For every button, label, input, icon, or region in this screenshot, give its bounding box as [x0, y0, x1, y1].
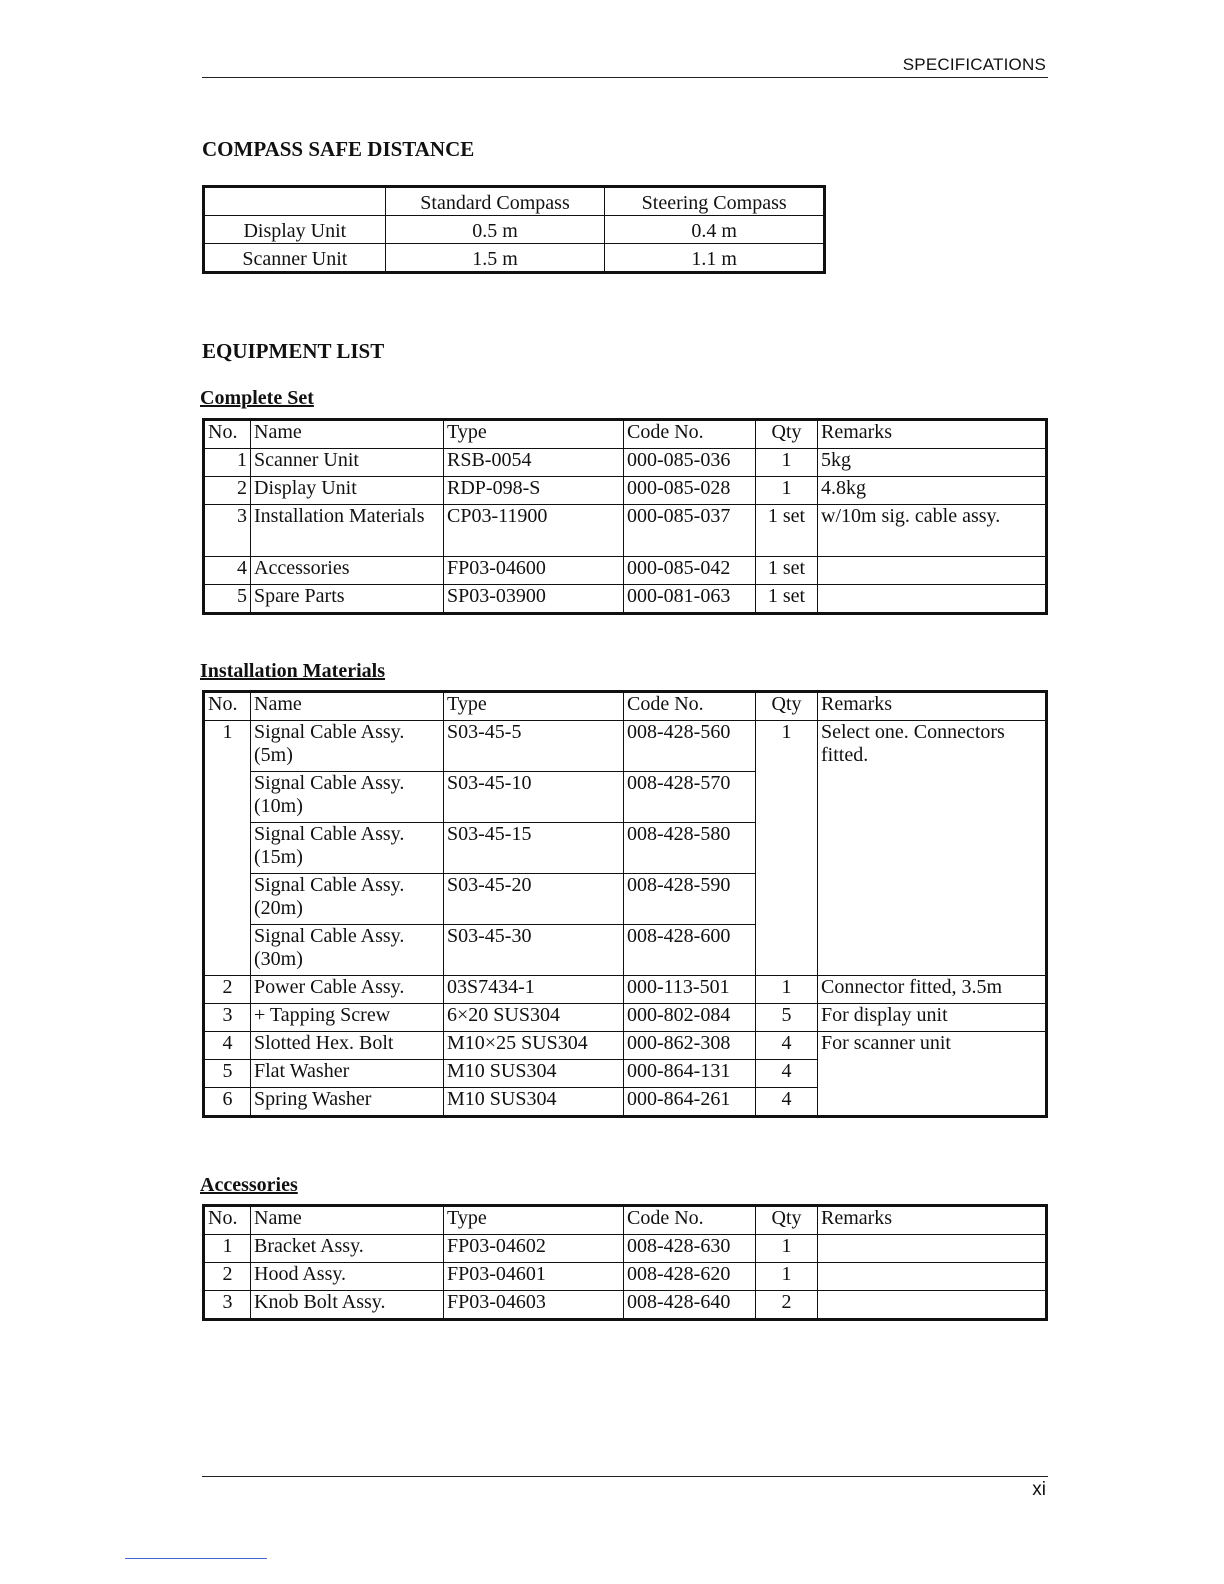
table-cell: S03-45-15 — [444, 823, 624, 874]
table-row — [204, 976, 1047, 1004]
header-cell: Qty — [756, 692, 818, 721]
table-cell: For display unit — [818, 1004, 1047, 1032]
installation-table — [202, 690, 1048, 1118]
table-cell: 1 — [756, 976, 818, 1004]
table-cell: 4 — [756, 1060, 818, 1088]
table-cell: Signal Cable Assy. (5m) — [251, 721, 444, 772]
table-cell: Installation Materials — [251, 505, 444, 557]
table-cell: 000-085-042 — [624, 557, 756, 585]
table-cell: S03-45-5 — [444, 721, 624, 772]
table-cell: 1 — [756, 1235, 818, 1263]
table-cell — [818, 585, 1047, 614]
header-cell: Name — [251, 420, 444, 449]
table-cell: FP03-04601 — [444, 1263, 624, 1291]
table-cell: 008-428-620 — [624, 1263, 756, 1291]
header-rule — [202, 77, 1048, 78]
header-cell: Remarks — [818, 1206, 1047, 1235]
table-cell: Bracket Assy. — [251, 1235, 444, 1263]
table-cell: w/10m sig. cable assy. — [818, 505, 1047, 557]
table-cell: 1 set — [756, 557, 818, 585]
table-header-row — [204, 187, 825, 216]
header-cell: Qty — [756, 420, 818, 449]
table-cell: 008-428-580 — [624, 823, 756, 874]
table-cell: 4 — [756, 1032, 818, 1060]
table-cell: Display Unit — [204, 216, 386, 244]
table-cell: M10×25 SUS304 — [444, 1032, 624, 1060]
table-cell: Flat Washer — [251, 1060, 444, 1088]
table-cell: Display Unit — [251, 477, 444, 505]
accessories-heading: Accessories — [200, 1174, 298, 1196]
table-cell: For scanner unit — [818, 1032, 1047, 1117]
table-cell — [818, 1235, 1047, 1263]
table-cell: 03S7434-1 — [444, 976, 624, 1004]
table-cell: Spring Washer — [251, 1088, 444, 1117]
table-cell: 008-428-590 — [624, 874, 756, 925]
table-cell: 5kg — [818, 449, 1047, 477]
table-cell: + Tapping Screw — [251, 1004, 444, 1032]
table-cell: Power Cable Assy. — [251, 976, 444, 1004]
table-cell: FP03-04603 — [444, 1291, 624, 1320]
table-cell: 1 set — [756, 505, 818, 557]
table-cell: RDP-098-S — [444, 477, 624, 505]
table-cell — [818, 557, 1047, 585]
table-cell: 000-085-037 — [624, 505, 756, 557]
table-cell: RSB-0054 — [444, 449, 624, 477]
table-cell: Slotted Hex. Bolt — [251, 1032, 444, 1060]
table-row — [204, 449, 1047, 477]
table-cell: FP03-04602 — [444, 1235, 624, 1263]
page-number: xi — [1032, 1479, 1046, 1500]
table-row — [204, 216, 825, 244]
table-header-row — [204, 692, 1047, 721]
table-row — [204, 557, 1047, 585]
table-cell: 5 — [756, 1004, 818, 1032]
table-header-row — [204, 420, 1047, 449]
header-cell: Name — [251, 1206, 444, 1235]
table-row — [204, 1004, 1047, 1032]
header-cell: No. — [204, 1206, 251, 1235]
table-cell: 008-428-560 — [624, 721, 756, 772]
table-cell: Signal Cable Assy. (20m) — [251, 874, 444, 925]
complete-set-heading: Complete Set — [200, 387, 314, 409]
table-cell: 2 — [204, 976, 251, 1004]
table-row — [204, 477, 1047, 505]
header-cell: No. — [204, 420, 251, 449]
accessories-table — [202, 1204, 1048, 1321]
table-header-row — [204, 1206, 1047, 1235]
table-cell: Scanner Unit — [204, 244, 386, 273]
table-cell: SP03-03900 — [444, 585, 624, 614]
table-cell: 3 — [204, 1004, 251, 1032]
table-cell: 1 — [204, 1235, 251, 1263]
header-cell: Type — [444, 420, 624, 449]
table-cell: 4 — [204, 557, 251, 585]
table-cell: CP03-11900 — [444, 505, 624, 557]
table-cell: 1.5 m — [385, 244, 605, 273]
table-cell: 1 set — [756, 585, 818, 614]
table-cell: S03-45-20 — [444, 874, 624, 925]
table-cell: 1 — [204, 449, 251, 477]
table-cell: 1 — [204, 721, 251, 976]
table-cell: 3 — [204, 1291, 251, 1320]
table-cell: M10 SUS304 — [444, 1060, 624, 1088]
table-cell: 000-864-131 — [624, 1060, 756, 1088]
table-cell: Signal Cable Assy. (15m) — [251, 823, 444, 874]
header-cell: Remarks — [818, 420, 1047, 449]
table-cell: 4.8kg — [818, 477, 1047, 505]
table-cell: Hood Assy. — [251, 1263, 444, 1291]
table-row — [204, 1032, 1047, 1060]
table-cell: 008-428-600 — [624, 925, 756, 976]
header-cell: Remarks — [818, 692, 1047, 721]
section-header: SPECIFICATIONS — [902, 55, 1046, 74]
table-cell: 008-428-640 — [624, 1291, 756, 1320]
table-cell: 4 — [756, 1088, 818, 1117]
table-cell: 000-802-084 — [624, 1004, 756, 1032]
header-cell: Code No. — [624, 1206, 756, 1235]
table-row — [204, 1291, 1047, 1320]
footer-link-line — [125, 1558, 267, 1559]
table-cell: 000-081-063 — [624, 585, 756, 614]
table-cell: 000-113-501 — [624, 976, 756, 1004]
compass-heading: COMPASS SAFE DISTANCE — [202, 137, 475, 161]
header-cell: No. — [204, 692, 251, 721]
header-cell: Standard Compass — [385, 187, 605, 216]
table-cell: Accessories — [251, 557, 444, 585]
header-cell: Code No. — [624, 420, 756, 449]
table-cell — [818, 1263, 1047, 1291]
table-cell: 4 — [204, 1032, 251, 1060]
header-cell: Code No. — [624, 692, 756, 721]
table-cell: 3 — [204, 505, 251, 557]
table-cell: Signal Cable Assy. (30m) — [251, 925, 444, 976]
table-row — [204, 244, 825, 273]
table-cell: 000-085-028 — [624, 477, 756, 505]
table-cell — [818, 1291, 1047, 1320]
table-row — [204, 721, 1047, 772]
table-cell: 6×20 SUS304 — [444, 1004, 624, 1032]
table-cell: 1 — [756, 477, 818, 505]
complete-set-table — [202, 418, 1048, 615]
table-cell: 000-864-261 — [624, 1088, 756, 1117]
compass-table — [202, 185, 826, 274]
header-cell: Type — [444, 1206, 624, 1235]
table-cell: 1 — [756, 449, 818, 477]
table-cell: Select one. Connectors fitted. — [818, 721, 1047, 976]
equipment-heading: EQUIPMENT LIST — [202, 339, 385, 363]
table-cell: 0.5 m — [385, 216, 605, 244]
table-cell: 000-862-308 — [624, 1032, 756, 1060]
table-cell: 6 — [204, 1088, 251, 1117]
table-cell: Signal Cable Assy. (10m) — [251, 772, 444, 823]
table-cell: 1 — [756, 1263, 818, 1291]
table-cell: Spare Parts — [251, 585, 444, 614]
table-cell: S03-45-30 — [444, 925, 624, 976]
table-cell: 0.4 m — [605, 216, 825, 244]
table-cell: 2 — [204, 477, 251, 505]
table-cell: S03-45-10 — [444, 772, 624, 823]
footer-rule — [202, 1476, 1048, 1477]
table-cell: Connector fitted, 3.5m — [818, 976, 1047, 1004]
table-cell: 2 — [756, 1291, 818, 1320]
table-cell: 1.1 m — [605, 244, 825, 273]
table-row — [204, 1235, 1047, 1263]
table-row — [204, 585, 1047, 614]
installation-heading: Installation Materials — [200, 660, 385, 682]
table-row — [204, 1263, 1047, 1291]
table-cell: Scanner Unit — [251, 449, 444, 477]
header-cell: Steering Compass — [605, 187, 825, 216]
table-cell: 2 — [204, 1263, 251, 1291]
table-cell: 000-085-036 — [624, 449, 756, 477]
header-cell: Qty — [756, 1206, 818, 1235]
table-cell: FP03-04600 — [444, 557, 624, 585]
table-cell: 5 — [204, 585, 251, 614]
header-cell — [204, 187, 386, 216]
table-row — [204, 505, 1047, 557]
table-cell: 008-428-630 — [624, 1235, 756, 1263]
table-cell: 008-428-570 — [624, 772, 756, 823]
header-cell: Name — [251, 692, 444, 721]
table-cell: Knob Bolt Assy. — [251, 1291, 444, 1320]
table-cell: 5 — [204, 1060, 251, 1088]
table-cell: M10 SUS304 — [444, 1088, 624, 1117]
header-cell: Type — [444, 692, 624, 721]
table-cell: 1 — [756, 721, 818, 976]
